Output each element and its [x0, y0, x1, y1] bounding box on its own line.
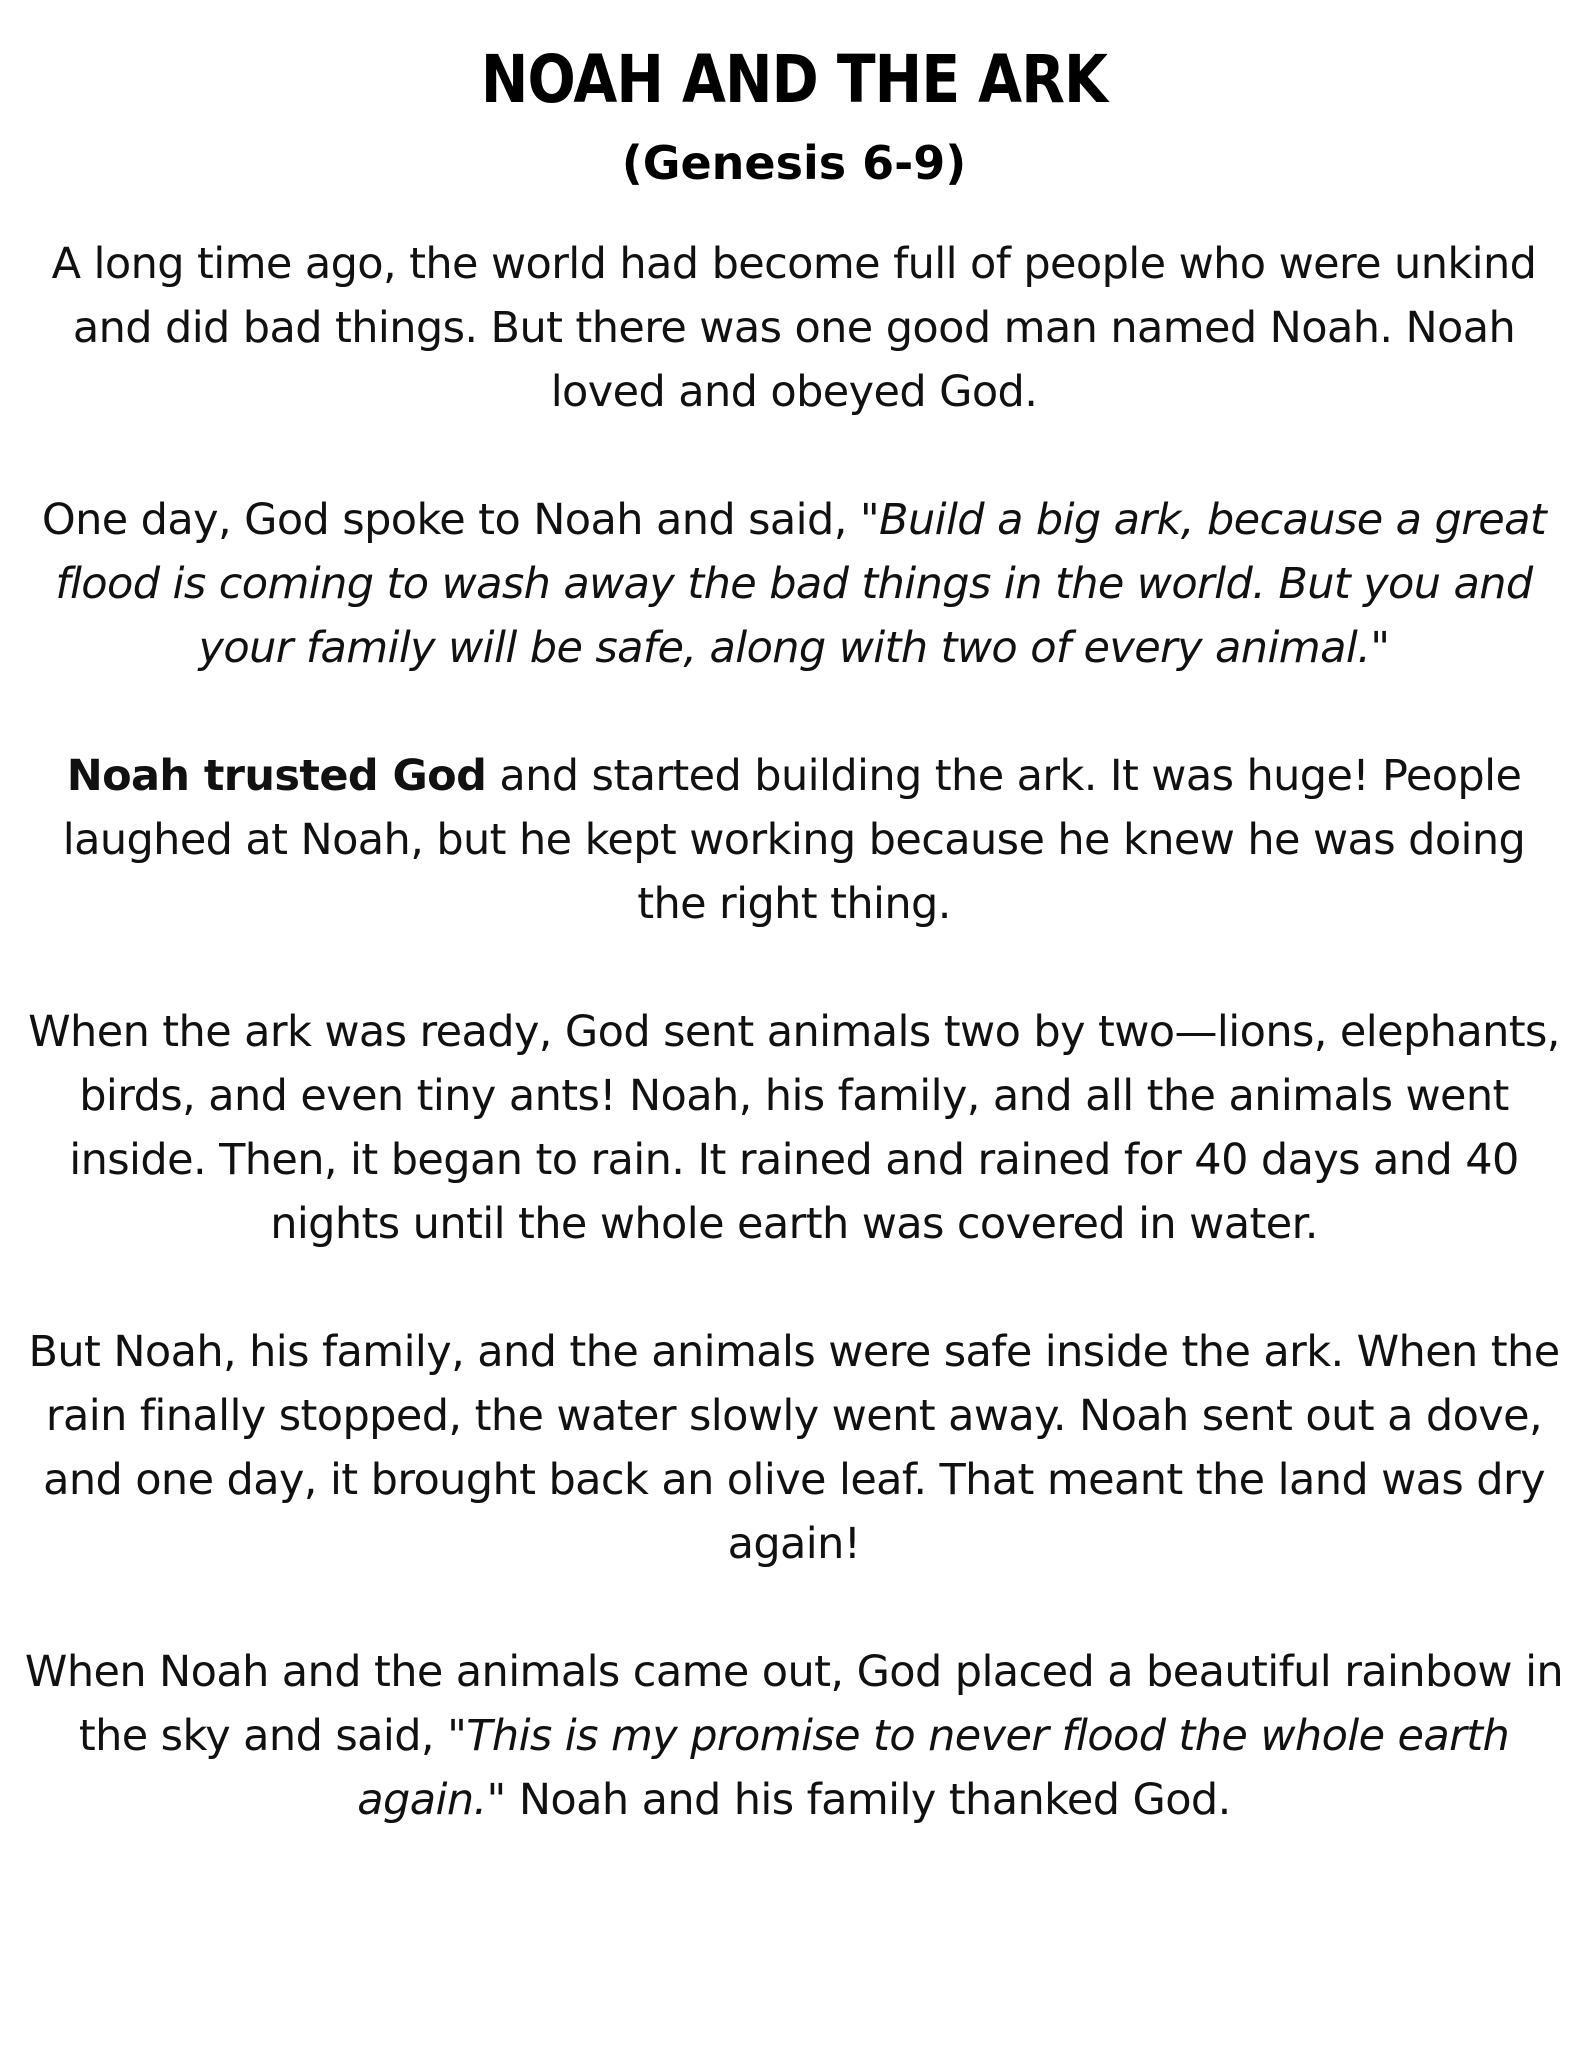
- paragraph-2: [24, 488, 1564, 680]
- paragraph-3-bold: Noah trusted God: [66, 751, 487, 801]
- paragraph-1: [24, 232, 1564, 424]
- paragraph-2-lead: One day, God spoke to Noah and said,: [41, 495, 860, 545]
- story-title: NOAH AND THE ARK: [480, 41, 1108, 118]
- paragraph-6-tail: Noah and his family thanked God.: [505, 1775, 1231, 1825]
- god-quote-rainbow-promise: "This is my promise to never flood the whole earth again.": [357, 1711, 1510, 1825]
- paragraph-3-rest: and started building the ark. It was huge! People laughed at Noah, but he kept working because he knew he was doing the right thing.: [62, 751, 1526, 929]
- god-quote-build-ark: "Build a big ark, because a great flood is coming to wash away the bad things in the world. But you and your family will be safe, along with two of every animal.": [55, 495, 1547, 673]
- paragraph-1-text: A long time ago, the world had become full of people who were unkind and did bad things. But there was one good man named Noah. Noah loved and obeyed God.: [51, 239, 1537, 417]
- paragraph-5-text: But Noah, his family, and the animals were safe inside the ark. When the rain finally stopped, the water slowly went away. Noah sent out a dove, and one day, it brought back an olive leaf. That meant the land was dry again!: [28, 1327, 1560, 1569]
- paragraph-4: [24, 1000, 1564, 1256]
- paragraph-5: [24, 1320, 1564, 1576]
- paragraph-4-text: When the ark was ready, God sent animals two by two—lions, elephants, birds, and even tiny ants! Noah, his family, and all the animals went inside. Then, it began to rain. It rained and rained for 40 days and 40 nights until the whole earth was covered in water.: [28, 1007, 1560, 1249]
- paragraph-6: [24, 1640, 1564, 1832]
- scripture-reference: (Genesis 6-9): [621, 136, 967, 190]
- paragraph-3: [24, 744, 1564, 936]
- paragraph-6-lead: When Noah and the animals came out, God placed a beautiful rainbow in the sky and said,: [24, 1647, 1564, 1761]
